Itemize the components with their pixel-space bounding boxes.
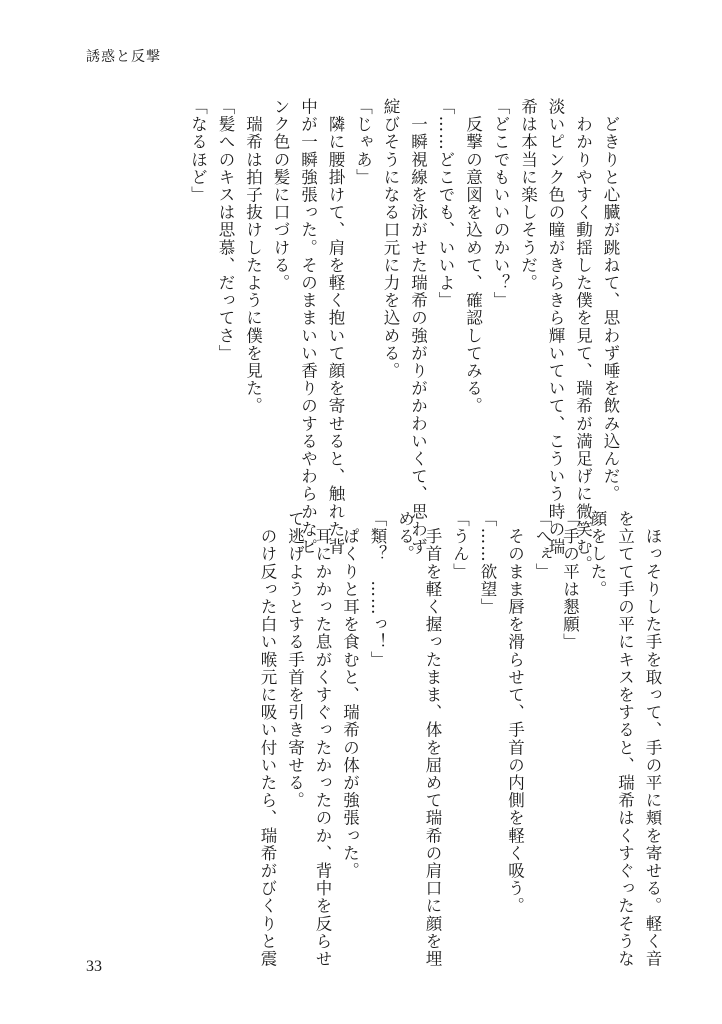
text-line: 顔をした。 bbox=[588, 510, 607, 598]
text-line: ほっそりした手を取って、手の平に頬を寄せる。軽く音 bbox=[643, 510, 662, 968]
text-line: 希は本当に楽しそうだ。 bbox=[518, 98, 538, 292]
running-header: 誘惑と反撃 bbox=[86, 49, 161, 65]
text-line: ぱくりと耳を食むと、瑞希の体が強張った。 bbox=[340, 510, 360, 880]
page-number: 33 bbox=[86, 958, 102, 975]
text-line: 瑞希は拍子抜けしたように僕を見た。 bbox=[243, 98, 263, 415]
text-line: 「類？ ……っ！」 bbox=[368, 510, 387, 669]
text-line: 淡いピンク色の瞳がきらきら輝いていて、こういう時の瑞 bbox=[546, 98, 565, 556]
text-line: 手首を軽く握ったまま、体を屈めて瑞希の肩口に顔を埋 bbox=[423, 510, 442, 968]
text-line: 「……どこでも、いいよ」 bbox=[436, 98, 455, 310]
text-line: 耳にかかった息がくすぐったかったのか、背中を反らせ bbox=[313, 510, 332, 968]
bottom-text-block bbox=[254, 510, 667, 968]
text-line: て逃げようとする手首を引き寄せる。 bbox=[285, 510, 305, 810]
text-line: 「なるほど」 bbox=[188, 98, 208, 204]
text-line: どきりと心臓が跳ねて、思わず唾を飲み込んだ。 bbox=[601, 98, 620, 503]
text-line: 「うん」 bbox=[450, 510, 470, 581]
text-line: 「髪へのキスは思慕、だってさ」 bbox=[216, 98, 235, 362]
text-line: そのまま唇を滑らせて、手首の内側を軽く吸う。 bbox=[505, 510, 525, 915]
text-line: 「へぇ」 bbox=[533, 510, 552, 581]
text-line: 綻びそうになる口元に力を込める。 bbox=[381, 98, 400, 380]
text-line: ンク色の髪に口づける。 bbox=[271, 98, 290, 292]
text-line: 「……欲望」 bbox=[478, 510, 497, 616]
text-line: を立てて手の平にキスをすると、瑞希はくすぐったそうな bbox=[615, 510, 635, 968]
text-line: 一瞬視線を泳がせた瑞希の強がりがかわいくて、思わず bbox=[408, 98, 428, 556]
text-line: める。 bbox=[395, 510, 415, 563]
text-line: 「手の平は懇願」 bbox=[560, 510, 580, 651]
text-line: 隣に腰掛けて、肩を軽く抱いて顔を寄せると、触れた背 bbox=[326, 98, 345, 556]
text-line: 「どこでもいいのかい？」 bbox=[491, 98, 510, 310]
text-line: のけ反った白い喉元に吸い付いたら、瑞希がびくりと震 bbox=[258, 510, 277, 968]
text-line: わかりやすく動揺した僕を見て、瑞希が満足げに微笑む。 bbox=[573, 98, 593, 574]
text-line: 反撃の意図を込めて、確認してみる。 bbox=[463, 98, 483, 415]
text-line: 中が一瞬強張った。そのままいい香りのするやわらかなピ bbox=[298, 98, 318, 556]
text-line: 「じゃあ」 bbox=[353, 98, 373, 186]
